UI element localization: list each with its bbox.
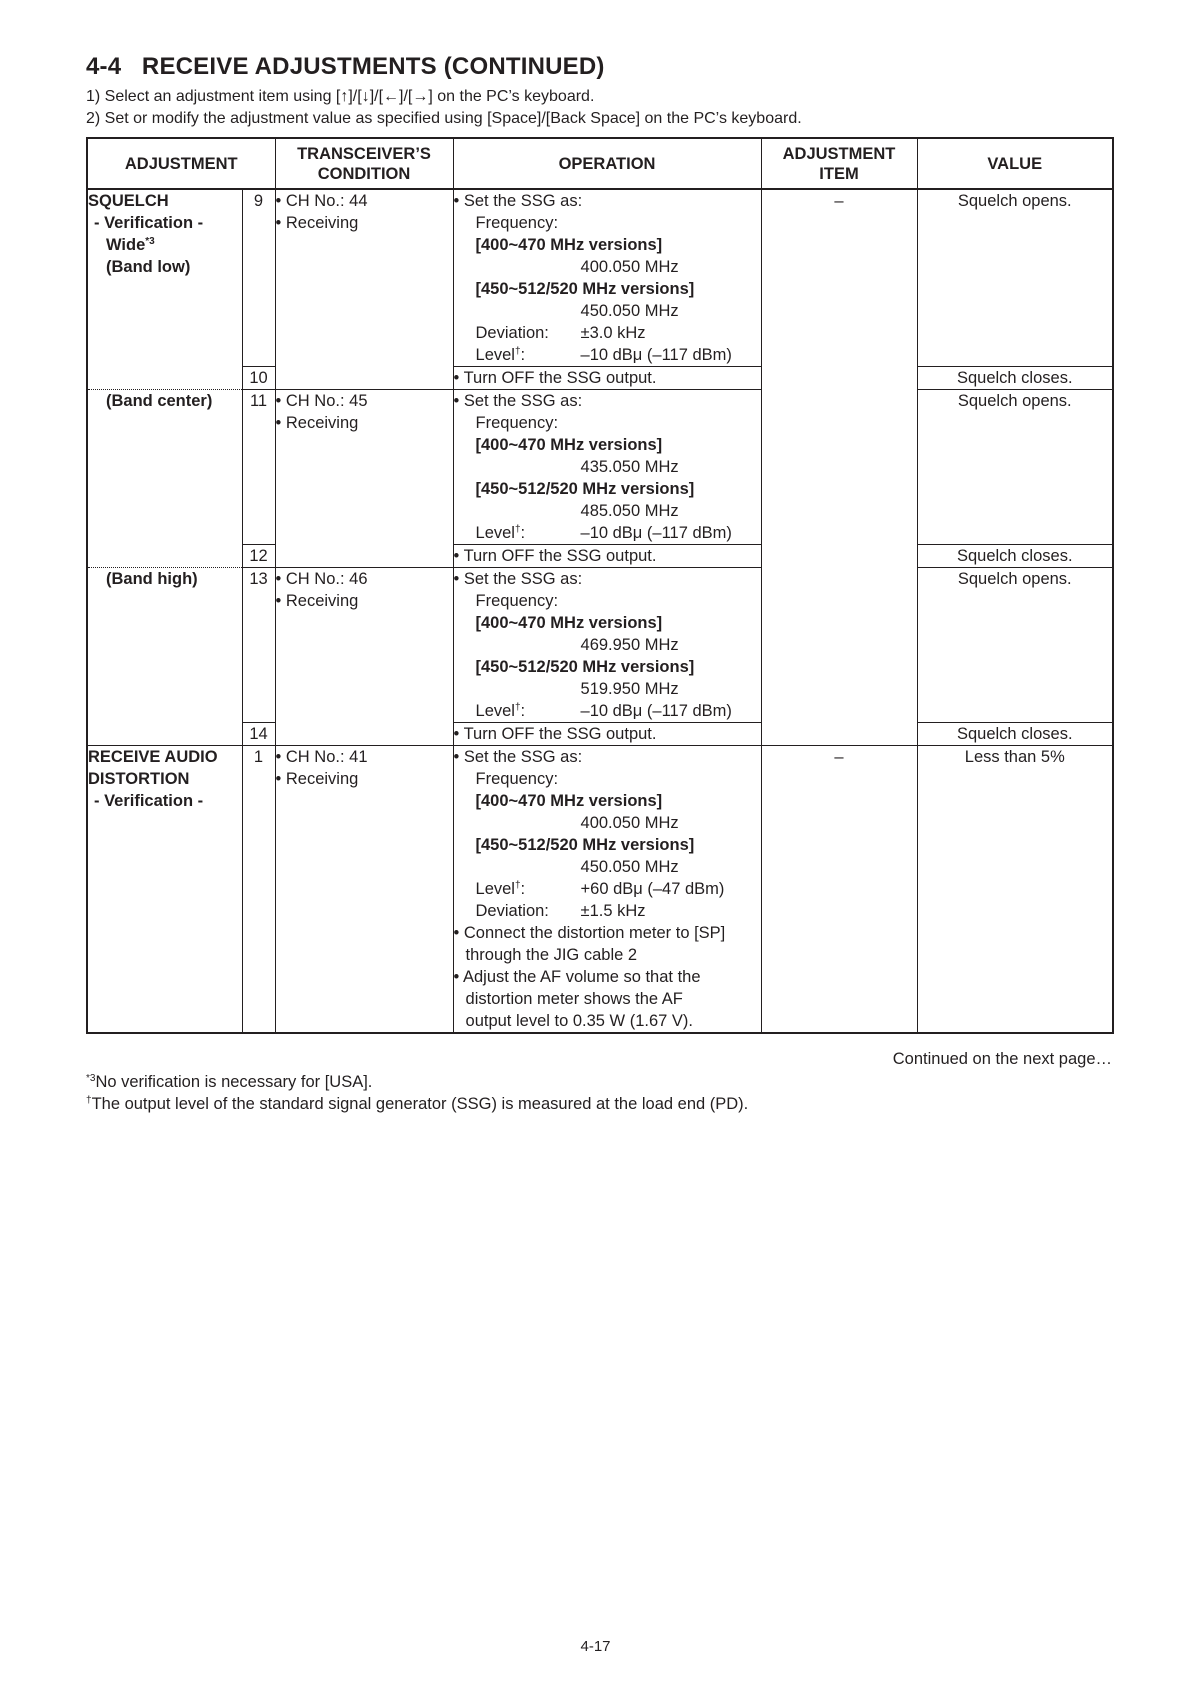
footnote-usa: $^{*3}$No verification is necessary for [USA]. [86, 1073, 373, 1091]
instruction-1: 1) Select an adjustment item using [↑]/[↓]/[←]/[→] on the PC’s keyboard. [86, 88, 595, 105]
operation-cell: • Turn OFF the SSG output. [453, 723, 761, 746]
adjustment-table [86, 137, 1114, 1034]
condition-cell: • CH No.: 45 • Receiving [275, 390, 453, 568]
col-header-operation: OPERATION [453, 138, 761, 189]
step-number: 10 [242, 367, 275, 390]
continued-note: Continued on the next page… [892, 1050, 1112, 1068]
distortion-item: – [761, 746, 917, 1034]
value-cell: Squelch opens. [957, 192, 1072, 210]
operation-cell: • Set the SSG as: Frequency: [400~470 MHz versions] 469.950 MHz [450~512/520 MHz versions] 519.950 MHz Level†: –10 dBμ (–117 dBm) [453, 568, 761, 723]
col-header-value: VALUE [917, 138, 1113, 189]
condition-cell: • CH No.: 41 • Receiving [275, 746, 453, 1034]
col-header-condition: TRANSCEIVER’S CONDITION [275, 138, 453, 189]
col-header-item: ADJUSTMENT ITEM [761, 138, 917, 189]
footnote-ssg-level: †The output level of the standard signal generator (SSG) is measured at the load end (PD). [86, 1095, 749, 1113]
section-number: 4-4 [86, 53, 122, 80]
operation-cell: • Turn OFF the SSG output. [453, 367, 761, 390]
step-number: 1 [242, 746, 275, 1034]
operation-cell: • Turn OFF the SSG output. [453, 545, 761, 568]
section-title: RECEIVE ADJUSTMENTS (CONTINUED) [141, 53, 605, 80]
step-number: 11 [242, 390, 275, 545]
condition-cell: • CH No.: 46 • Receiving [275, 568, 453, 746]
band-center-label: (Band center) [87, 390, 242, 568]
table-row [87, 568, 1113, 723]
squelch-label: SQUELCH - Verification - Wide$^{*3}$ (Band low) [88, 192, 204, 276]
condition-cell: • CH No.: 44 • Receiving [275, 189, 453, 390]
value-cell: Less than 5% [917, 746, 1113, 1034]
band-high-label: (Band high) [87, 568, 242, 746]
step-number: 9 [242, 189, 275, 367]
step-number: 13 [242, 568, 275, 723]
step-number: 14 [242, 723, 275, 746]
operation-cell: • Set the SSG as: Frequency: [400~470 MHz versions] 400.050 MHz [450~512/520 MHz versions] 450.050 MHz Level†: +60 dBμ (–47 dBm) Deviation: ±1.5 kHz • Connect the distortion meter to [SP] through the JIG cable 2 • Adjust the AF volume so that the distortion meter shows the AF output level to 0.35 W (1.67 V). [453, 746, 761, 1034]
table-row [87, 746, 1113, 1034]
value-cell: Squelch opens. [917, 568, 1113, 723]
receive-audio-distortion-label: RECEIVE AUDIO DISTORTION - Verification - [87, 746, 242, 1034]
value-cell: Squelch closes. [917, 545, 1113, 568]
instruction-2: 2) Set or modify the adjustment value as specified using [Space]/[Back Space] on the PC’s keyboard. [86, 110, 802, 127]
step-number: 12 [242, 545, 275, 568]
table-row [87, 189, 1113, 367]
operation-cell: • Set the SSG as: Frequency: [400~470 MHz versions] 400.050 MHz [450~512/520 MHz versions] 450.050 MHz Deviation: ±3.0 kHz Level†: –10 dBμ (–117 dBm) [453, 189, 761, 367]
table-header-row [87, 138, 1113, 189]
value-cell: Squelch opens. [917, 390, 1113, 545]
squelch-item: – [761, 189, 917, 746]
page-number: 4-17 [580, 1638, 611, 1655]
operation-cell: • Set the SSG as: Frequency: [400~470 MHz versions] 435.050 MHz [450~512/520 MHz versions] 485.050 MHz Level†: –10 dBμ (–117 dBm) [453, 390, 761, 545]
col-header-adjustment: ADJUSTMENT [87, 138, 275, 189]
value-cell: Squelch closes. [917, 367, 1113, 390]
table-row [87, 390, 1113, 545]
page-title [86, 53, 605, 81]
value-cell: Squelch closes. [917, 723, 1113, 746]
